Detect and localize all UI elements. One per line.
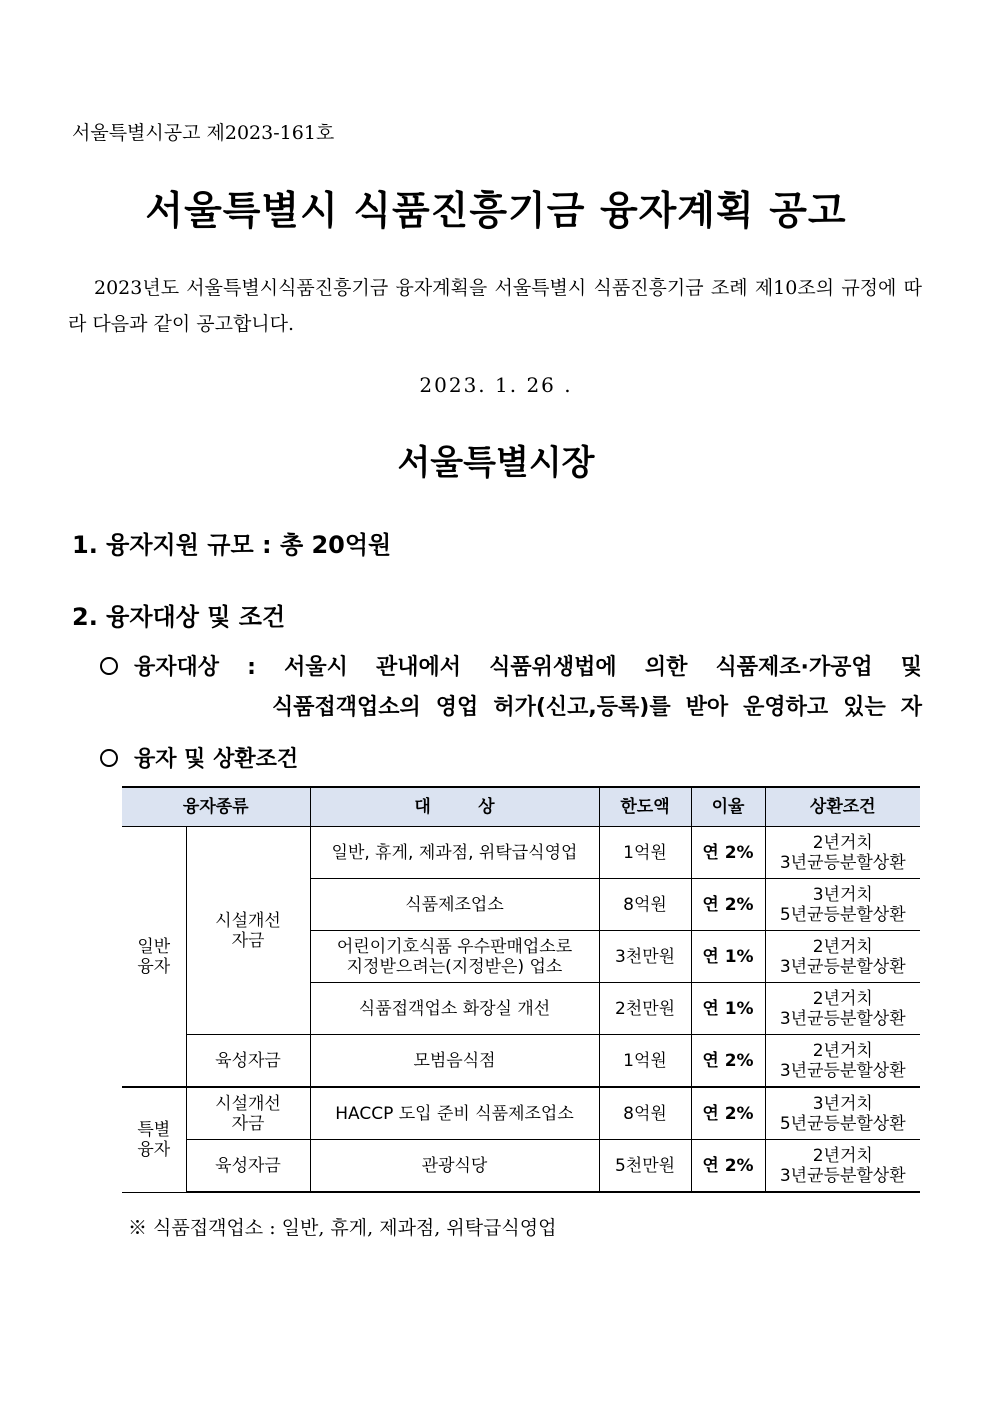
loan-conditions-table <box>122 786 920 1193</box>
table-row <box>122 827 920 879</box>
cell-repayment: 2년거치 3년균등분할상환 <box>765 1035 920 1088</box>
cell-repayment: 3년거치 5년균등분할상환 <box>765 1087 920 1140</box>
subgroup-nurture-fund: 육성자금 <box>186 1035 310 1088</box>
cell-limit: 1억원 <box>599 827 691 879</box>
table-row <box>122 1087 920 1140</box>
cell-limit: 1억원 <box>599 1035 691 1088</box>
notice-number: 서울특별시공고 제2023-161호 <box>72 122 335 144</box>
cell-repayment: 2년거치 3년균등분할상환 <box>765 827 920 879</box>
cell-rate: 연 2% <box>691 827 765 879</box>
announcement-date: 2023. 1. 26 . <box>419 373 573 397</box>
subgroup-facility-fund: 시설개선 자금 <box>186 827 310 1035</box>
circle-bullet-icon <box>100 749 118 767</box>
cell-target: 식품제조업소 <box>310 879 599 931</box>
header-repayment: 상환조건 <box>765 787 920 827</box>
header-target: 대 상 <box>310 787 599 827</box>
table-row <box>122 1140 920 1193</box>
cell-repayment: 2년거치 3년균등분할상환 <box>765 983 920 1035</box>
cell-rate: 연 2% <box>691 879 765 931</box>
header-rate: 이율 <box>691 787 765 827</box>
cell-target: 관광식당 <box>310 1140 599 1193</box>
cell-limit: 2천만원 <box>599 983 691 1035</box>
cell-repayment: 2년거치 3년균등분할상환 <box>765 1140 920 1193</box>
subgroup-nurture-fund: 육성자금 <box>186 1140 310 1193</box>
subgroup-facility-fund: 시설개선 자금 <box>186 1087 310 1140</box>
table-row <box>122 1035 920 1088</box>
loan-target-line-1 <box>100 650 922 681</box>
section-2-heading: 2. 융자대상 및 조건 <box>72 603 286 631</box>
circle-bullet-icon <box>100 657 118 675</box>
cell-limit: 8억원 <box>599 1087 691 1140</box>
issuer-name: 서울특별시장 <box>397 443 595 483</box>
page-title: 서울특별시 식품진흥기금 융자계획 공고 <box>145 189 847 234</box>
cell-limit: 5천만원 <box>599 1140 691 1193</box>
conditions-heading <box>100 742 298 773</box>
cell-limit: 3천만원 <box>599 931 691 983</box>
cell-repayment: 2년거치 3년균등분할상환 <box>765 931 920 983</box>
cell-rate: 연 2% <box>691 1140 765 1193</box>
footnote: ※ 식품접객업소 : 일반, 휴게, 제과점, 위탁급식영업 <box>128 1217 557 1239</box>
group-general-loan: 일반 융자 <box>122 827 186 1088</box>
conditions-heading-text: 융자 및 상환조건 <box>134 747 299 772</box>
section-1-heading: 1. 융자지원 규모 : 총 20억원 <box>72 531 392 559</box>
cell-rate: 연 2% <box>691 1035 765 1088</box>
table-header-row <box>122 787 920 827</box>
intro-paragraph: 2023년도 서울특별시식품진흥기금 융자계획을 서울특별시 식품진흥기금 조례 제10조의 규정에 따라 다음과 같이 공고합니다. <box>68 277 922 335</box>
cell-target: 식품접객업소 화장실 개선 <box>310 983 599 1035</box>
loan-target-text-1: 융자대상 : 서울시 관내에서 식품위생법에 의한 식품제조·가공업 및 <box>134 655 922 680</box>
group-special-loan: 특별 융자 <box>122 1087 186 1192</box>
cell-rate: 연 2% <box>691 1087 765 1140</box>
cell-target: 일반, 휴게, 제과점, 위탁급식영업 <box>310 827 599 879</box>
cell-limit: 8억원 <box>599 879 691 931</box>
cell-repayment: 3년거치 5년균등분할상환 <box>765 879 920 931</box>
header-limit: 한도액 <box>599 787 691 827</box>
cell-target: 모범음식점 <box>310 1035 599 1088</box>
cell-rate: 연 1% <box>691 931 765 983</box>
cell-target: HACCP 도입 준비 식품제조업소 <box>310 1087 599 1140</box>
cell-rate: 연 1% <box>691 983 765 1035</box>
cell-target: 어린이기호식품 우수판매업소로 지정받으려는(지정받은) 업소 <box>310 931 599 983</box>
header-loan-type: 융자종류 <box>122 787 310 827</box>
loan-target-line-2: 식품접객업소의 영업 허가(신고,등록)를 받아 운영하고 있는 자 <box>272 695 922 720</box>
